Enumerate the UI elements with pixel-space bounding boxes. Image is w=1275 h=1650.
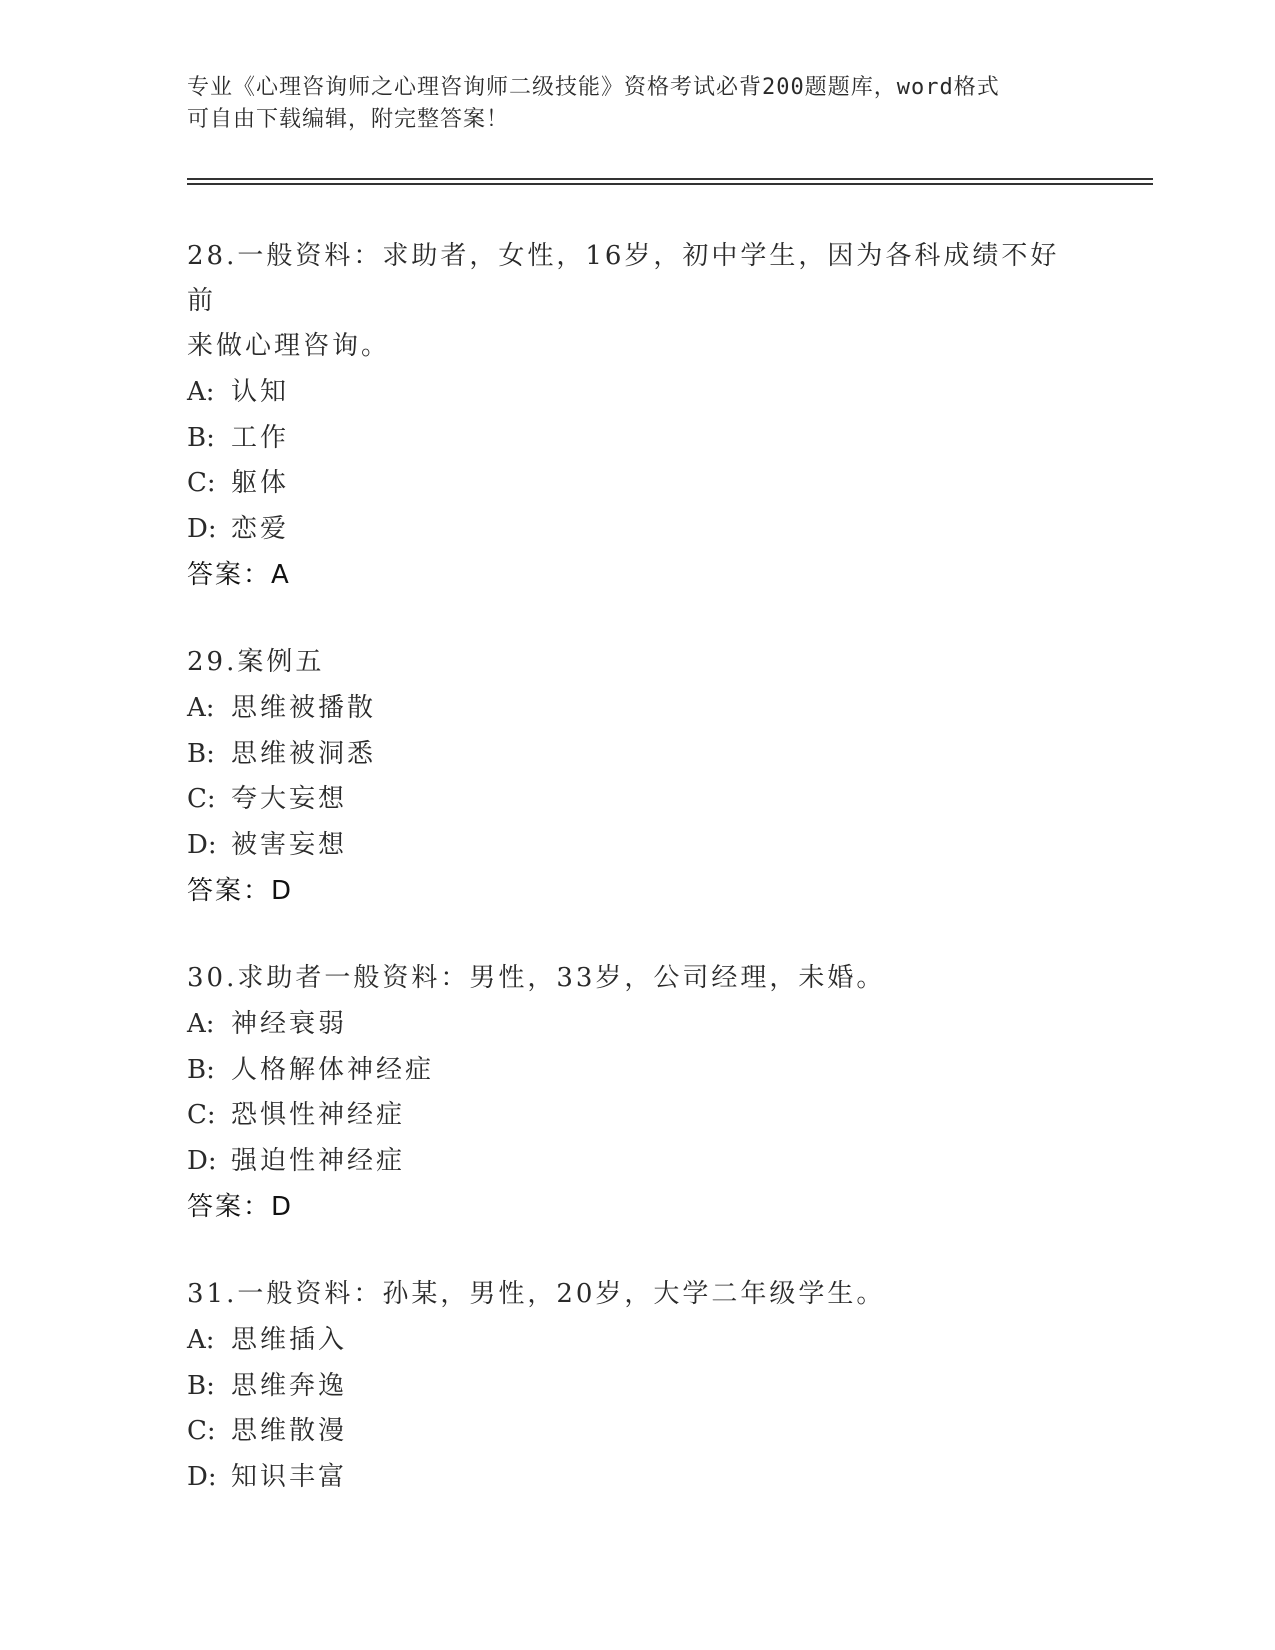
- answer-line: 答案：A: [187, 560, 291, 590]
- option-b: B: 工作: [187, 422, 290, 453]
- option-a: A: 思维插入: [187, 1325, 348, 1355]
- option-c: C: 恐惧性神经症: [187, 1100, 406, 1130]
- header-line-1: 专业《心理咨询师之心理咨询师二级技能》资格考试必背200题题库，word格式: [187, 75, 1000, 100]
- question-list: [187, 234, 1087, 1542]
- option-c: C: 夸大妄想: [187, 784, 348, 814]
- option-d: D: 强迫性神经症: [187, 1145, 406, 1176]
- header-line-2: 可自由下载编辑，附完整答案！: [187, 107, 510, 132]
- header-rule-bottom: [187, 183, 1153, 185]
- option-b: B: 人格解体神经症: [187, 1054, 435, 1085]
- option-d: D: 被害妄想: [187, 829, 348, 860]
- option-c: C: 躯体: [187, 468, 290, 498]
- question-stem: 29.案例五: [187, 647, 325, 677]
- option-b: B: 思维被洞悉: [187, 738, 377, 769]
- question-stem: 28.一般资料：求助者，女性，16岁，初中学生，因为各科成绩不好前 来做心理咨询。: [187, 241, 1060, 361]
- option-a: A: 认知: [187, 377, 290, 407]
- answer-line: 答案：D: [187, 1192, 294, 1222]
- question-29: [187, 640, 1087, 914]
- option-a: A: 思维被播散: [187, 693, 377, 723]
- document-header: [187, 72, 1087, 136]
- option-c: C: 思维散漫: [187, 1416, 348, 1446]
- question-31: [187, 1272, 1087, 1500]
- option-d: D: 知识丰富: [187, 1461, 348, 1492]
- question-stem: 30.求助者一般资料：男性，33岁，公司经理，未婚。: [187, 963, 886, 993]
- option-b: B: 思维奔逸: [187, 1370, 348, 1401]
- question-28: [187, 234, 1087, 598]
- answer-line: 答案：D: [187, 876, 294, 906]
- option-a: A: 神经衰弱: [187, 1009, 348, 1039]
- question-30: [187, 956, 1087, 1230]
- option-d: D: 恋爱: [187, 513, 290, 544]
- question-stem: 31.一般资料：孙某，男性，20岁，大学二年级学生。: [187, 1279, 886, 1309]
- header-rule-top: [187, 178, 1153, 180]
